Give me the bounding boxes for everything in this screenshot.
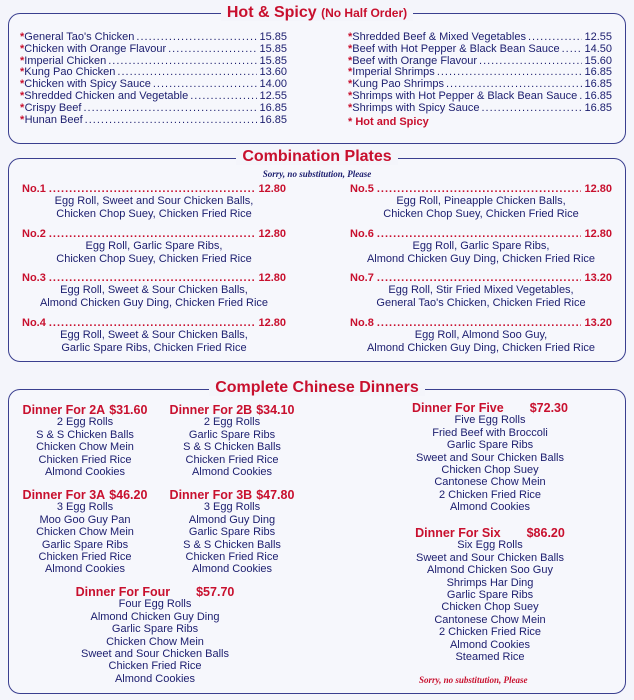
- plate-line: Almond Chicken Guy Ding, Chicken Fried Rice: [366, 252, 596, 265]
- dinner-item: 2 Chicken Fried Rice: [438, 488, 542, 501]
- plate-price: 12.80: [258, 272, 286, 284]
- item-name: Hunan Beef: [24, 113, 83, 126]
- plate-line: Almond Chicken Guy Ding, Chicken Fried Rice: [39, 296, 269, 309]
- dinner-item: Sweet and Sour Chicken Balls: [416, 451, 564, 464]
- dinner-price: $34.10: [256, 403, 295, 417]
- item-name: Chicken with Orange Flavour: [24, 42, 167, 55]
- dinner-item: Almond Cookies: [191, 563, 273, 576]
- dinner-item: Almond Chicken Soo Guy: [427, 564, 553, 577]
- dinner-title: [15, 489, 155, 501]
- plate-header: [22, 183, 286, 195]
- plate-line: Egg Roll, Stir Fried Mixed Vegetables,: [388, 284, 574, 296]
- dinners-note: Sorry, no substitution, Please: [419, 675, 528, 685]
- combination-plate: [22, 183, 286, 220]
- dinner-item: Almond Cookies: [44, 563, 126, 576]
- dinner-item: Almond Cookies: [449, 638, 531, 651]
- dinner-title: [55, 586, 255, 598]
- hot-spicy-footnote: [348, 117, 612, 129]
- menu-item: [20, 103, 287, 115]
- plate-number: No.4: [22, 317, 46, 329]
- plate-number: No.7: [350, 272, 374, 284]
- plate-line: Egg Roll, Sweet and Sour Chicken Balls,: [54, 195, 254, 207]
- plate-price: 13.20: [584, 317, 612, 329]
- bullet-icon: *: [20, 54, 25, 67]
- plate-items: [22, 240, 286, 265]
- item-price: 13.60: [259, 66, 287, 79]
- plate-line: Egg Roll, Pineapple Chicken Balls,: [396, 195, 566, 207]
- plate-line: Egg Roll, Garlic Spare Ribs,: [85, 240, 223, 252]
- dot-leader: [49, 183, 256, 195]
- dinner-name: Dinner For Four: [75, 585, 171, 599]
- bullet-icon: *: [348, 66, 353, 79]
- dinner-item: 2 Chicken Fried Rice: [438, 626, 542, 639]
- item-price: 12.55: [584, 31, 612, 43]
- dinner-item: Cantonese Chow Mein: [434, 476, 546, 489]
- item-price: 14.00: [259, 78, 287, 91]
- bullet-icon: *: [20, 89, 25, 102]
- dinner-item: Garlic Spare Ribs: [446, 589, 534, 602]
- dot-leader: [437, 67, 583, 79]
- plate-header: [350, 228, 612, 240]
- dinner-price: $72.30: [529, 401, 568, 415]
- dinner-item: Almond Chicken Guy Ding: [90, 610, 220, 623]
- dinner-item: Sweet and Sour Chicken Balls: [81, 648, 229, 661]
- dinner-price: $57.70: [196, 585, 235, 599]
- plate-number: No.2: [22, 228, 46, 240]
- plate-items: [350, 284, 612, 309]
- item-price: 15.85: [259, 31, 287, 43]
- bullet-icon: *: [20, 31, 25, 43]
- bullet-icon: *: [20, 101, 25, 114]
- dinner-four: [55, 586, 255, 685]
- dinner-title: [162, 404, 302, 416]
- bullet-icon: *: [348, 42, 353, 55]
- plate-header: [350, 183, 612, 195]
- dinner-six: [380, 527, 600, 663]
- plate-items: [22, 329, 286, 354]
- dinner-item: S & S Chicken Balls: [183, 538, 281, 551]
- dinner-item: 2 Egg Rolls: [203, 416, 261, 429]
- plate-price: 12.80: [258, 317, 286, 329]
- dinner-item: Garlic Spare Ribs: [188, 428, 276, 441]
- plate-number: No.6: [350, 228, 374, 240]
- dinner-item: Sweet and Sour Chicken Balls: [416, 551, 564, 564]
- dinner-item: S & S Chicken Balls: [183, 441, 281, 454]
- dinner-item: Chicken Chop Suey: [441, 601, 539, 614]
- plate-price: 12.80: [584, 183, 612, 195]
- plate-header: [22, 317, 286, 329]
- combination-plate: [350, 317, 612, 354]
- combination-title: Combination Plates: [0, 148, 634, 166]
- dot-leader: [377, 183, 582, 195]
- dinner-item: Almond Guy Ding: [188, 513, 276, 526]
- plate-header: [350, 272, 612, 284]
- dinner-item: Almond Cookies: [191, 466, 273, 479]
- plate-number: No.1: [22, 183, 46, 195]
- item-price: 14.50: [584, 42, 612, 55]
- combination-plate: [22, 228, 286, 265]
- plate-line: Chicken Chop Suey, Chicken Fried Rice: [56, 207, 252, 220]
- bullet-icon: *: [348, 31, 353, 43]
- bullet-icon: *: [348, 89, 353, 102]
- plate-price: 12.80: [258, 228, 286, 240]
- item-name: Imperial Chicken: [24, 54, 107, 67]
- dot-leader: [85, 115, 258, 127]
- dinner-item: Chicken Fried Rice: [38, 453, 132, 466]
- item-name: Shrimps with Hot Pepper & Black Bean Sauce: [352, 89, 578, 102]
- item-name: Imperial Shrimps: [352, 66, 435, 79]
- item-price: 15.60: [584, 54, 612, 67]
- item-name: Kung Pao Chicken: [24, 66, 116, 79]
- menu-item: [348, 44, 612, 56]
- dot-leader: [579, 91, 582, 103]
- dinner-item: Four Egg Rolls: [118, 598, 192, 611]
- dinner-item: Almond Cookies: [114, 672, 196, 685]
- dot-leader: [108, 56, 257, 68]
- dinner-item: Chicken Fried Rice: [108, 660, 202, 673]
- dinner-title: [380, 527, 600, 539]
- combination-note: Sorry, no substitution, Please: [262, 169, 372, 179]
- footnote-text: Hot and Spicy: [355, 115, 429, 128]
- item-price: 16.85: [584, 101, 612, 114]
- dinner-name: Dinner For Six: [415, 526, 501, 540]
- item-name: Shrimps with Spicy Sauce: [352, 101, 480, 114]
- plate-line: General Tao's Chicken, Chicken Fried Rice: [376, 296, 586, 309]
- dinner-2a: [15, 404, 155, 478]
- dinners-title: Complete Chinese Dinners: [0, 379, 634, 397]
- combination-plate: [350, 228, 612, 265]
- menu-item: [20, 115, 287, 127]
- plate-number: No.3: [22, 272, 46, 284]
- dinner-title: [162, 489, 302, 501]
- dinner-3b: [162, 489, 302, 576]
- dot-leader: [377, 317, 582, 329]
- bullet-icon: *: [348, 115, 356, 128]
- plate-items: [350, 329, 612, 354]
- dinner-item: Almond Cookies: [449, 501, 531, 514]
- item-name: Kung Pao Shrimps: [352, 78, 444, 91]
- dinner-item: Almond Cookies: [44, 466, 126, 479]
- dinner-price: $31.60: [109, 403, 148, 417]
- dinner-item: 3 Egg Rolls: [203, 501, 261, 514]
- item-price: 15.85: [259, 42, 287, 55]
- dinner-name: Dinner For 2B: [169, 403, 253, 417]
- item-name: Shredded Chicken and Vegetable: [24, 89, 189, 102]
- dinner-name: Dinner For 3A: [22, 488, 106, 502]
- menu-item: [20, 44, 287, 56]
- plate-number: No.8: [350, 317, 374, 329]
- menu-item: [348, 91, 612, 103]
- item-name: Beef with Hot Pepper & Black Bean Sauce: [352, 42, 560, 55]
- dinner-item: Chicken Chow Mein: [106, 635, 204, 648]
- item-price: 16.85: [584, 66, 612, 79]
- plate-line: Chicken Chop Suey, Chicken Fried Rice: [56, 252, 252, 265]
- dinner-item: Garlic Spare Ribs: [188, 526, 276, 539]
- dinner-2b: [162, 404, 302, 478]
- bullet-icon: *: [348, 101, 353, 114]
- plate-line: Garlic Spare Ribs, Chicken Fried Rice: [61, 341, 247, 354]
- dinner-name: Dinner For Five: [412, 401, 504, 415]
- dinner-item: 3 Egg Rolls: [56, 501, 114, 514]
- dinner-item: S & S Chicken Balls: [36, 428, 134, 441]
- plate-price: 13.20: [584, 272, 612, 284]
- dinner-title: [380, 402, 600, 414]
- dot-leader: [83, 103, 257, 115]
- plate-items: [350, 195, 612, 220]
- bullet-icon: *: [348, 78, 353, 91]
- dinner-item: Garlic Spare Ribs: [111, 623, 199, 636]
- bullet-icon: *: [348, 54, 353, 67]
- dinner-name: Dinner For 3B: [169, 488, 253, 502]
- dinner-item: Shrimps Har Ding: [446, 576, 534, 589]
- plate-line: Egg Roll, Sweet & Sour Chicken Balls,: [60, 329, 248, 341]
- dinner-item: Chicken Fried Rice: [38, 551, 132, 564]
- item-name: General Tao's Chicken: [24, 31, 135, 43]
- dinner-item: Garlic Spare Ribs: [41, 538, 129, 551]
- dinner-item: Moo Goo Guy Pan: [39, 513, 131, 526]
- menu-item: [348, 103, 612, 115]
- dinner-item: Five Egg Rolls: [454, 414, 526, 427]
- dinner-price: $46.20: [109, 488, 148, 502]
- dinner-price: $47.80: [256, 488, 295, 502]
- combination-plate: [22, 317, 286, 354]
- plate-line: Almond Chicken Guy Ding, Chicken Fried Rice: [366, 341, 596, 354]
- dinner-item: Chicken Chow Mein: [36, 441, 134, 454]
- item-price: 12.55: [259, 89, 287, 102]
- bullet-icon: *: [20, 113, 25, 126]
- dinner-item: Fried Beef with Broccoli: [432, 426, 548, 439]
- dinner-item: Garlic Spare Ribs: [446, 439, 534, 452]
- dinner-name: Dinner For 2A: [22, 403, 106, 417]
- menu-item: [20, 91, 287, 103]
- dot-leader: [49, 317, 256, 329]
- dinner-item: Chicken Chop Suey: [441, 464, 539, 477]
- bullet-icon: *: [20, 78, 25, 91]
- dot-leader: [377, 228, 582, 240]
- plate-items: [22, 195, 286, 220]
- dinner-3a: [15, 489, 155, 576]
- plate-price: 12.80: [258, 183, 286, 195]
- plate-header: [350, 317, 612, 329]
- hot-spicy-left-list: [20, 32, 287, 126]
- plate-line: Egg Roll, Sweet & Sour Chicken Balls,: [60, 284, 248, 296]
- dinner-item: Chicken Chow Mein: [36, 526, 134, 539]
- dot-leader: [49, 228, 256, 240]
- plate-line: Egg Roll, Garlic Spare Ribs,: [412, 240, 550, 252]
- item-price: 15.85: [259, 54, 287, 67]
- dinner-item: Steamed Rice: [455, 651, 525, 664]
- item-name: Shredded Beef & Mixed Vegetables: [352, 31, 526, 43]
- combination-plate: [350, 272, 612, 309]
- combination-plate: [350, 183, 612, 220]
- item-price: 16.85: [259, 101, 287, 114]
- bullet-icon: *: [20, 42, 25, 55]
- item-name: Crispy Beef: [24, 101, 82, 114]
- plate-price: 12.80: [584, 228, 612, 240]
- dot-leader: [479, 56, 582, 68]
- dinner-item: 2 Egg Rolls: [56, 416, 114, 429]
- dot-leader: [377, 272, 582, 284]
- plate-number: No.5: [350, 183, 374, 195]
- bullet-icon: *: [20, 66, 25, 79]
- dinner-title: [15, 404, 155, 416]
- dinner-item: Six Egg Rolls: [457, 539, 523, 552]
- dinner-item: Cantonese Chow Mein: [434, 613, 546, 626]
- dot-leader: [49, 272, 256, 284]
- hot-spicy-right-list: [348, 32, 612, 128]
- plate-items: [350, 240, 612, 265]
- plate-header: [22, 228, 286, 240]
- dot-leader: [190, 91, 257, 103]
- dot-leader: [562, 44, 583, 56]
- item-name: Chicken with Spicy Sauce: [24, 78, 151, 91]
- dot-leader: [481, 103, 582, 115]
- dinner-price: $86.20: [526, 526, 565, 540]
- item-price: 16.85: [584, 78, 612, 91]
- item-price: 16.85: [259, 113, 287, 126]
- dinner-item: Chicken Fried Rice: [185, 551, 279, 564]
- combination-plate: [22, 272, 286, 309]
- plate-items: [22, 284, 286, 309]
- dot-leader: [168, 44, 257, 56]
- dinner-five: [380, 402, 600, 514]
- dinner-item: Chicken Fried Rice: [185, 453, 279, 466]
- hot-spicy-title: Hot & Spicy (No Half Order): [0, 4, 634, 22]
- plate-header: [22, 272, 286, 284]
- plate-line: Egg Roll, Almond Soo Guy,: [414, 329, 548, 341]
- item-price: 16.85: [584, 89, 612, 102]
- item-name: Beef with Orange Flavour: [352, 54, 478, 67]
- plate-line: Chicken Chop Suey, Chicken Fried Rice: [383, 207, 579, 220]
